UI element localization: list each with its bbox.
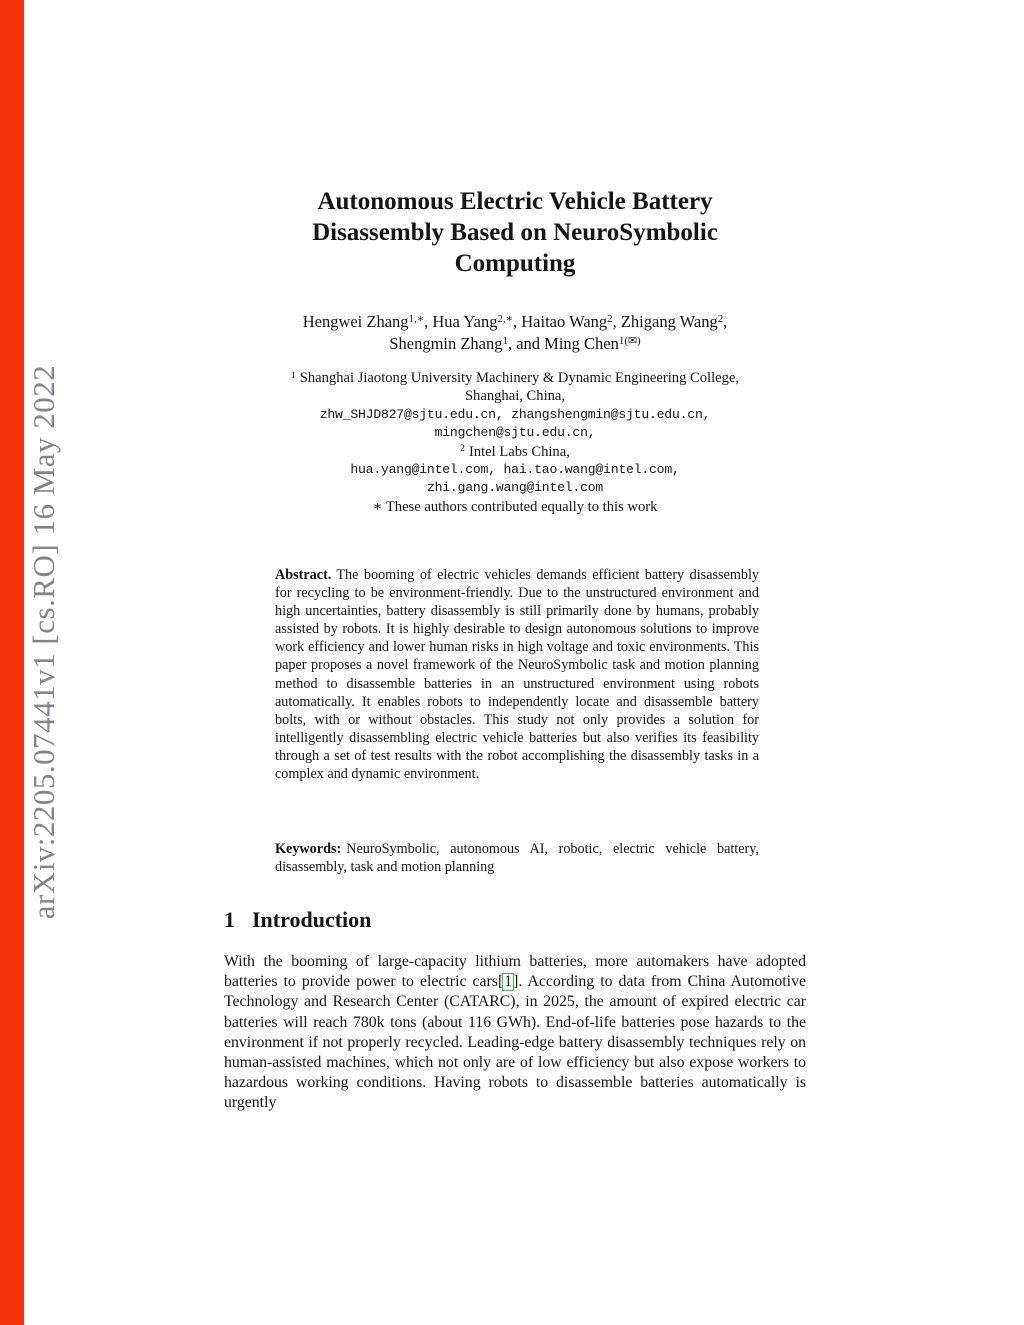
author-affiliation-marker: 1,∗	[408, 313, 425, 326]
author-name: Ming Chen	[544, 334, 619, 353]
affiliation-block	[144, 369, 886, 516]
equal-contribution-note: ∗ These authors contributed equally to this work	[372, 498, 658, 515]
introduction-paragraph	[224, 952, 806, 1114]
author-separator: ,	[424, 312, 433, 331]
email-text: mingchen@sjtu.edu.cn,	[434, 425, 596, 441]
email-line	[144, 479, 886, 497]
email-text: hua.yang@intel.com, hai.tao.wang@intel.com,	[350, 462, 680, 478]
affiliation-text: Shanghai Jiaotong University Machinery & Dynamic Engineering College,	[299, 370, 740, 386]
paper-title-line-1: Autonomous Electric Vehicle Battery	[317, 188, 713, 215]
intro-text-before-citation: With the booming of large-capacity lithium batteries, more automakers have adopted batteries to provide power to electric cars	[224, 953, 806, 991]
affiliation-text: Shanghai, China,	[464, 388, 566, 405]
keywords-label: Keywords:	[275, 841, 342, 857]
keywords-paragraph	[275, 840, 759, 877]
author-list	[144, 311, 886, 355]
affiliation-number: 2	[460, 443, 465, 455]
author-name: Haitao Wang	[521, 312, 608, 331]
affiliation-line	[144, 369, 886, 387]
citation-bracket-open: [	[497, 973, 504, 991]
author-separator: ,	[723, 312, 728, 331]
author-name: Hua Yang	[432, 312, 498, 331]
author-separator: ,	[513, 312, 522, 331]
citation-bracket-close: ]	[513, 973, 519, 991]
keywords-text: NeuroSymbolic, autonomous AI, robotic, electric vehicle battery, disassembly, task and motion planning	[275, 841, 759, 876]
paper-title	[224, 186, 806, 279]
author-affiliation-marker: 2,∗	[497, 313, 514, 326]
abstract-text: The booming of electric vehicles demands efficient battery disassembly for recycling to be environment-friendly. Due to the unstructured environment and high uncertainties, battery disassembly is still primarily done by humans, probably assisted by robots. It is highly desirable to design autonomous solutions to improve work efficiency and lower human risks in high voltage and toxic environments. This paper proposes a novel framework of the NeuroSymbolic task and motion planning method to disassemble batteries in an unstructured environment using robots automatically. It enables robots to independently locate and disassemble battery bolts, with or without obstacles. This study not only provides a solution for intelligently disassembling electric vehicle batteries but also verifies its feasibility through a set of test results with the robot accomplishing the disassembly tasks in a complex and dynamic environment.	[275, 567, 759, 783]
arxiv-watermark: arXiv:2205.07441v1 [cs.RO] 16 May 2022	[26, 364, 61, 920]
author-separator: , and	[507, 334, 545, 353]
section-title: Introduction	[252, 907, 372, 932]
paper-title-line-3: Computing	[454, 250, 576, 277]
left-edge-red-bar	[0, 0, 24, 1325]
citation-link-1[interactable]: 1	[504, 973, 513, 991]
author-name: Hengwei Zhang	[302, 312, 409, 331]
email-line	[144, 424, 886, 442]
section-heading-introduction	[224, 907, 806, 933]
affiliation-line	[144, 387, 886, 405]
author-affiliation-marker: 1	[502, 335, 508, 348]
abstract-paragraph	[275, 566, 759, 783]
affiliation-text: Intel Labs China,	[468, 443, 570, 460]
email-line	[144, 406, 886, 424]
affiliation-line	[144, 443, 886, 461]
author-affiliation-marker: 2	[717, 313, 724, 326]
author-name: Zhigang Wang	[620, 312, 718, 331]
abstract-label: Abstract.	[275, 567, 332, 583]
author-separator: ,	[612, 312, 621, 331]
author-name: Shengmin Zhang	[389, 334, 503, 353]
intro-text-after-citation: . According to data from China Automotive Technology and Research Center (CATARC), in 2025, the amount of expired electric car batteries will reach 780k tons (about 116 GWh). End-of-life batteries pose hazards to the environment if not properly recycled. Leading-edge battery disassembly techniques rely on human-assisted machines, which not only are of low efficiency but also expose workers to hazardous working conditions. Having robots to disassemble batteries automatically is urgently	[224, 973, 806, 1112]
author-list-line-1	[144, 311, 886, 333]
email-line	[144, 461, 886, 479]
paper-title-line-2: Disassembly Based on NeuroSymbolic	[312, 219, 718, 246]
author-list-line-2	[144, 333, 886, 355]
affiliation-number: 1	[290, 369, 296, 381]
email-text: zhw_SHJD827@sjtu.edu.cn, zhangshengmin@sjtu.edu.cn,	[319, 406, 711, 422]
email-text: zhi.gang.wang@intel.com	[426, 480, 604, 496]
author-envelope-marker: 1(✉)	[618, 335, 641, 348]
section-number: 1	[224, 907, 235, 932]
author-affiliation-marker: 2	[607, 313, 613, 326]
